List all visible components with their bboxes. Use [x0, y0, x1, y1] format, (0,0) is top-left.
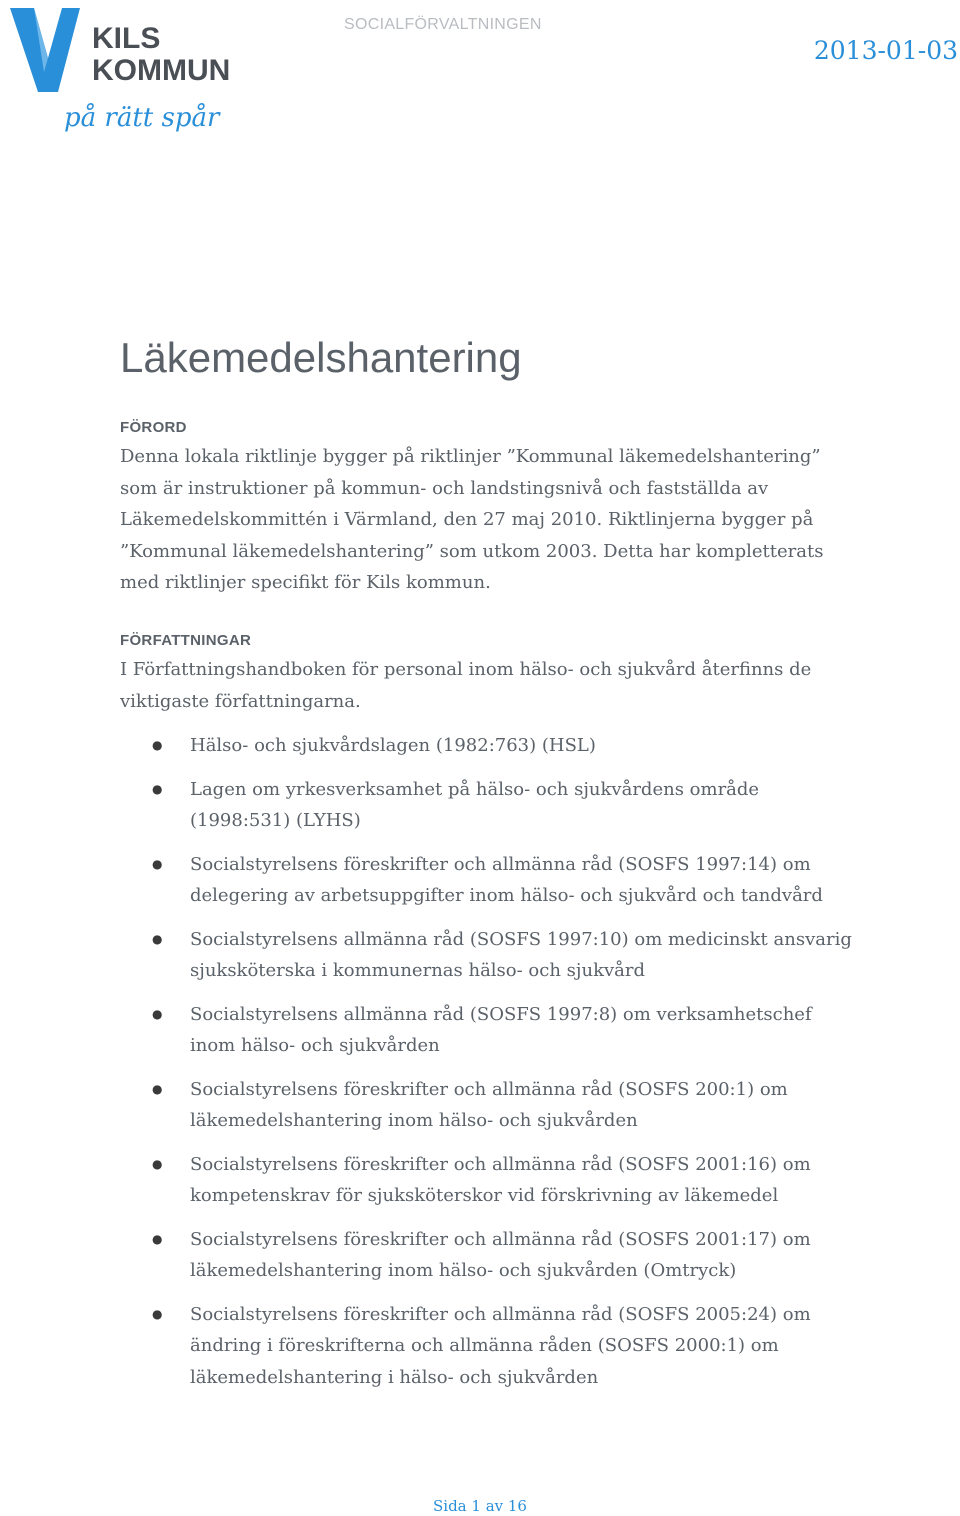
list-item: ● Socialstyrelsens föreskrifter och allmänna råd (SOSFS 2001:16) om kompetenskrav för sjuksköterskor vid förskrivning av läkemedel: [152, 1149, 852, 1212]
list-item: ● Lagen om yrkesverksamhet på hälso- och sjukvårdens område (1998:531) (LYHS): [152, 774, 852, 837]
department-label: SOCIALFÖRVALTNINGEN: [344, 16, 542, 33]
logo-name-line2: KOMMUN: [92, 54, 231, 87]
bullet-icon: ●: [152, 1081, 163, 1096]
forfattningar-heading: FÖRFATTNINGAR: [120, 632, 252, 649]
forord-heading: FÖRORD: [120, 419, 187, 436]
list-item: ● Socialstyrelsens föreskrifter och allmänna råd (SOSFS 200:1) om läkemedelshantering inom hälso- och sjukvården: [152, 1074, 852, 1137]
logo-graphic: [4, 4, 244, 139]
forord-text: Denna lokala riktlinje bygger på riktlinjer ”Kommunal läkemedelshantering” som är instruktioner på kommun- och landstingsnivå och fastställda av Läkemedelskommittén i Värmland, den 27 maj 2010. Riktlinjerna bygger på ”Kommunal läkemedelshantering” som utkom 2003. Detta har kompletterats med riktlinjer specifikt för Kils kommun.: [120, 446, 824, 593]
list-item: ● Socialstyrelsens föreskrifter och allmänna råd (SOSFS 2001:17) om läkemedelshantering inom hälso- och sjukvården (Omtryck): [152, 1224, 852, 1287]
list-item: ● Socialstyrelsens allmänna råd (SOSFS 1997:10) om medicinskt ansvarig sjuksköterska i kommunernas hälso- och sjukvård: [152, 924, 852, 987]
bullet-icon: ●: [152, 1231, 163, 1246]
list-item: ● Hälso- och sjukvårdslagen (1982:763) (HSL): [152, 730, 852, 762]
bullet-icon: ●: [152, 931, 163, 946]
bullet-icon: ●: [152, 856, 163, 871]
list-item: ● Socialstyrelsens föreskrifter och allmänna råd (SOSFS 1997:14) om delegering av arbetsuppgifter inom hälso- och sjukvård och tandvård: [152, 849, 852, 912]
list-item: ● Socialstyrelsens allmänna råd (SOSFS 1997:8) om verksamhetschef inom hälso- och sjukvården: [152, 999, 852, 1062]
logo-name: KILS: [92, 22, 161, 55]
forfattningar-list: [152, 730, 852, 1405]
document-title: Läkemedelshantering: [120, 334, 522, 381]
bullet-icon: ●: [152, 738, 163, 752]
logo-tagline: på rätt spår: [64, 103, 220, 133]
page-number: Sida 1 av 16: [433, 1497, 527, 1515]
kils-kommun-logo: [4, 4, 244, 139]
forfattningar-text: I Författningshandboken för personal inom hälso- och sjukvård återfinns de viktigaste författningarna.: [120, 659, 812, 712]
bullet-icon: ●: [152, 1306, 163, 1321]
bullet-icon: ●: [152, 1156, 163, 1171]
bullet-icon: ●: [152, 1006, 163, 1021]
list-item: ● Socialstyrelsens föreskrifter och allmänna råd (SOSFS 2005:24) om ändring i föreskrifterna och allmänna råden (SOSFS 2000:1) om läkemedelshantering i hälso- och sjukvården: [152, 1299, 852, 1394]
bullet-icon: ●: [152, 781, 163, 796]
document-date: 2013-01-03: [813, 36, 958, 65]
